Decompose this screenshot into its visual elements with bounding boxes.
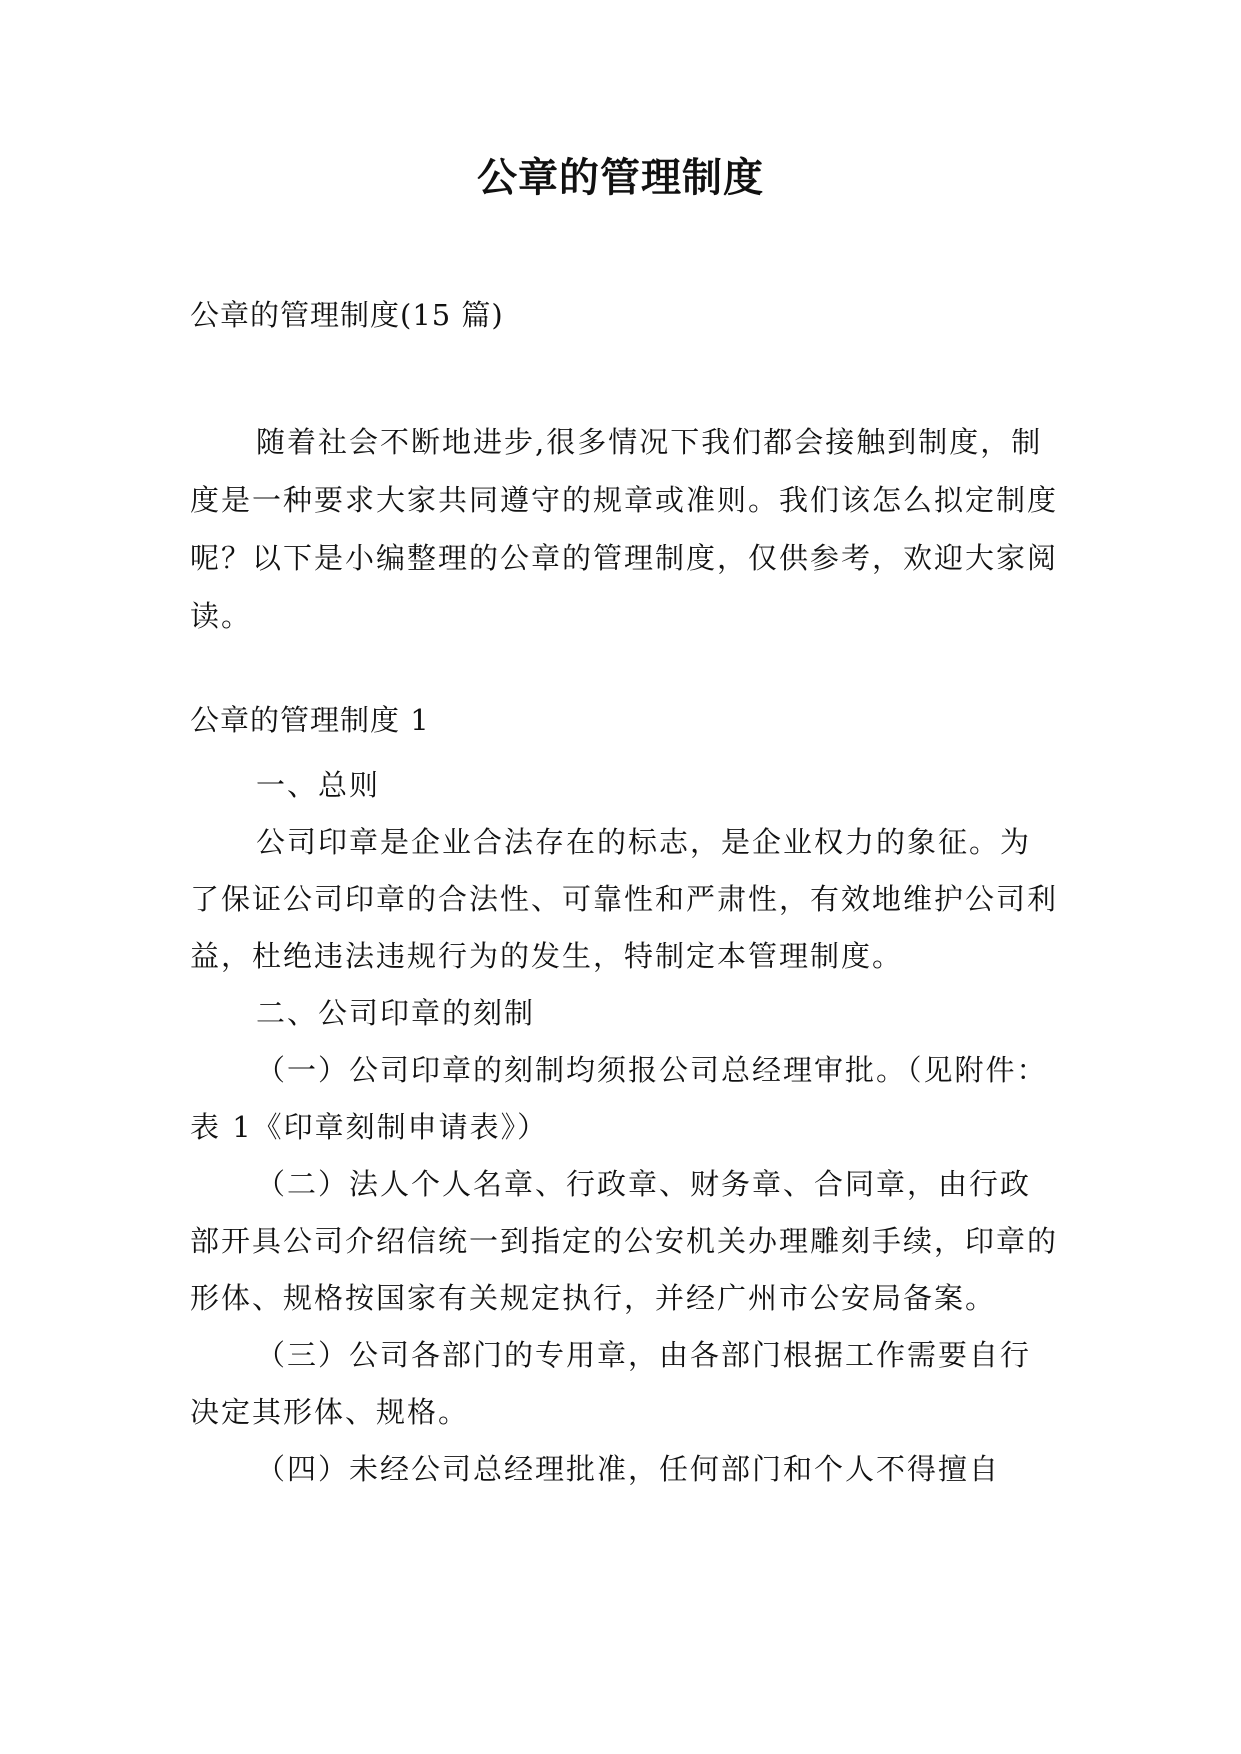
section-title: 公章的管理制度 1 bbox=[190, 703, 430, 737]
section-body bbox=[190, 757, 1060, 1498]
heading-general: 一、总则 bbox=[256, 768, 381, 802]
document-title: 公章的管理制度 bbox=[477, 155, 764, 201]
paragraph-item-4: （四）未经公司总经理批准，任何部门和个人不得擅自 bbox=[256, 1452, 1001, 1486]
paragraph-item-2: （二）法人个人名章、行政章、财务章、合同章，由行政部开具公司介绍信统一到指定的公安机关办理雕刻手续，印章的形体、规格按国家有关规定执行，并经广州市公安局备案。 bbox=[190, 1167, 1059, 1315]
paragraph-item-1: （一）公司印章的刻制均须报公司总经理审批。（见附件：表 1《印章刻制申请表》） bbox=[190, 1053, 1048, 1144]
paragraph-item-3: （三）公司各部门的专用章，由各部门根据工作需要自行决定其形体、规格。 bbox=[190, 1338, 1032, 1429]
intro-paragraph-block bbox=[190, 413, 1060, 645]
paragraph-general: 公司印章是企业合法存在的标志，是企业权力的象征。为了保证公司印章的合法性、可靠性和严肃性，有效地维护公司利益，杜绝违法违规行为的发生，特制定本管理制度。 bbox=[190, 825, 1059, 973]
document-subtitle: 公章的管理制度(15 篇) bbox=[190, 298, 504, 332]
intro-paragraph: 随着社会不断地进步,很多情况下我们都会接触到制度，制度是一种要求大家共同遵守的规章或准则。我们该怎么拟定制度呢？以下是小编整理的公章的管理制度，仅供参考，欢迎大家阅读。 bbox=[190, 425, 1059, 633]
heading-engraving: 二、公司印章的刻制 bbox=[256, 996, 536, 1030]
